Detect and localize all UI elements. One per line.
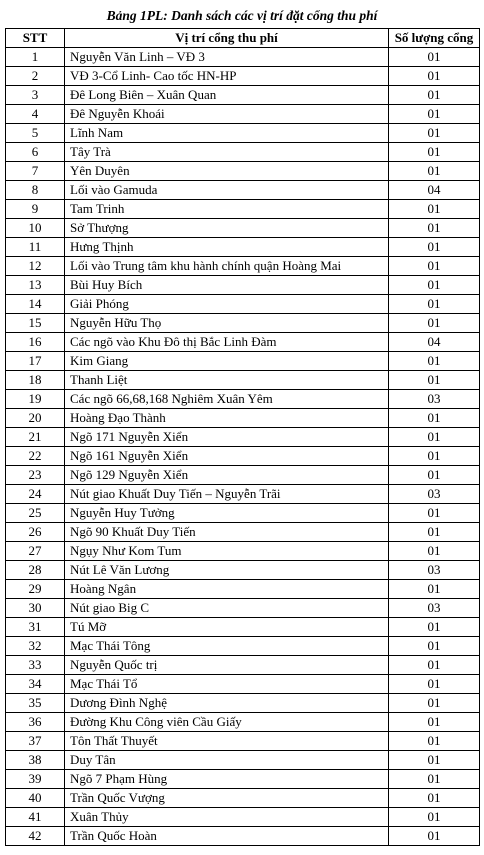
row-quantity: 01 xyxy=(389,48,480,67)
table-row xyxy=(6,447,480,466)
table-row xyxy=(6,599,480,618)
row-location: Các ngõ vào Khu Đô thị Bắc Linh Đàm xyxy=(65,333,389,352)
row-stt: 19 xyxy=(6,390,65,409)
row-stt: 4 xyxy=(6,105,65,124)
row-quantity: 01 xyxy=(389,675,480,694)
table-row xyxy=(6,751,480,770)
row-location: Đê Long Biên – Xuân Quan xyxy=(65,86,389,105)
row-quantity: 01 xyxy=(389,523,480,542)
table-row xyxy=(6,124,480,143)
table-row xyxy=(6,200,480,219)
row-quantity: 03 xyxy=(389,599,480,618)
row-quantity: 01 xyxy=(389,200,480,219)
row-stt: 6 xyxy=(6,143,65,162)
table-row xyxy=(6,694,480,713)
row-location: Lối vào Gamuda xyxy=(65,181,389,200)
row-stt: 26 xyxy=(6,523,65,542)
row-quantity: 04 xyxy=(389,181,480,200)
row-quantity: 01 xyxy=(389,618,480,637)
row-stt: 28 xyxy=(6,561,65,580)
row-stt: 23 xyxy=(6,466,65,485)
table-row xyxy=(6,371,480,390)
row-stt: 34 xyxy=(6,675,65,694)
row-stt: 14 xyxy=(6,295,65,314)
row-location: Nguyễn Huy Tưởng xyxy=(65,504,389,523)
row-quantity: 01 xyxy=(389,86,480,105)
row-stt: 35 xyxy=(6,694,65,713)
table-row xyxy=(6,428,480,447)
row-location: Thanh Liệt xyxy=(65,371,389,390)
row-quantity: 01 xyxy=(389,504,480,523)
row-quantity: 01 xyxy=(389,295,480,314)
row-location: Trần Quốc Hoàn xyxy=(65,827,389,846)
row-stt: 13 xyxy=(6,276,65,295)
row-location: Nút Lê Văn Lương xyxy=(65,561,389,580)
row-location: Dương Đình Nghệ xyxy=(65,694,389,713)
row-stt: 17 xyxy=(6,352,65,371)
table-row xyxy=(6,770,480,789)
row-quantity: 01 xyxy=(389,409,480,428)
row-stt: 30 xyxy=(6,599,65,618)
row-stt: 10 xyxy=(6,219,65,238)
table-row xyxy=(6,675,480,694)
table-row xyxy=(6,523,480,542)
row-quantity: 01 xyxy=(389,238,480,257)
row-stt: 2 xyxy=(6,67,65,86)
row-quantity: 01 xyxy=(389,827,480,846)
header-row xyxy=(6,29,480,48)
row-location: Ngụy Như Kom Tum xyxy=(65,542,389,561)
row-location: Hưng Thịnh xyxy=(65,238,389,257)
table-row xyxy=(6,86,480,105)
table-row xyxy=(6,314,480,333)
row-quantity: 01 xyxy=(389,143,480,162)
table-row xyxy=(6,542,480,561)
header-stt: STT xyxy=(6,29,65,48)
row-stt: 24 xyxy=(6,485,65,504)
row-quantity: 01 xyxy=(389,314,480,333)
row-quantity: 03 xyxy=(389,390,480,409)
row-stt: 33 xyxy=(6,656,65,675)
row-quantity: 01 xyxy=(389,276,480,295)
row-quantity: 01 xyxy=(389,257,480,276)
row-stt: 8 xyxy=(6,181,65,200)
table-row xyxy=(6,295,480,314)
row-location: Nguyễn Quốc trị xyxy=(65,656,389,675)
row-stt: 29 xyxy=(6,580,65,599)
row-quantity: 01 xyxy=(389,789,480,808)
row-quantity: 01 xyxy=(389,428,480,447)
table-row xyxy=(6,352,480,371)
row-location: Giải Phóng xyxy=(65,295,389,314)
row-quantity: 01 xyxy=(389,371,480,390)
table-row xyxy=(6,561,480,580)
table-row xyxy=(6,333,480,352)
row-location: Nguyễn Hữu Thọ xyxy=(65,314,389,333)
table-row xyxy=(6,637,480,656)
row-quantity: 01 xyxy=(389,732,480,751)
table-row xyxy=(6,67,480,86)
toll-gate-table xyxy=(5,28,480,846)
table-row xyxy=(6,713,480,732)
row-location: Tôn Thất Thuyết xyxy=(65,732,389,751)
row-location: Ngõ 90 Khuất Duy Tiến xyxy=(65,523,389,542)
row-stt: 21 xyxy=(6,428,65,447)
row-quantity: 01 xyxy=(389,694,480,713)
row-stt: 27 xyxy=(6,542,65,561)
row-quantity: 01 xyxy=(389,637,480,656)
row-stt: 41 xyxy=(6,808,65,827)
row-stt: 40 xyxy=(6,789,65,808)
row-stt: 20 xyxy=(6,409,65,428)
row-location: Nút giao Khuất Duy Tiến – Nguyễn Trãi xyxy=(65,485,389,504)
row-quantity: 01 xyxy=(389,219,480,238)
table-row xyxy=(6,732,480,751)
row-location: Mạc Thái Tông xyxy=(65,637,389,656)
row-location: Mạc Thái Tổ xyxy=(65,675,389,694)
row-location: Đê Nguyễn Khoái xyxy=(65,105,389,124)
row-quantity: 01 xyxy=(389,770,480,789)
table-row xyxy=(6,466,480,485)
table-row xyxy=(6,485,480,504)
row-location: Trần Quốc Vượng xyxy=(65,789,389,808)
table-row xyxy=(6,827,480,846)
row-location: Sở Thượng xyxy=(65,219,389,238)
table-row xyxy=(6,181,480,200)
table-row xyxy=(6,618,480,637)
row-stt: 39 xyxy=(6,770,65,789)
row-location: Bùi Huy Bích xyxy=(65,276,389,295)
table-row xyxy=(6,789,480,808)
row-stt: 42 xyxy=(6,827,65,846)
table-row xyxy=(6,409,480,428)
row-location: Tây Trà xyxy=(65,143,389,162)
row-quantity: 01 xyxy=(389,105,480,124)
table-row xyxy=(6,219,480,238)
row-quantity: 01 xyxy=(389,580,480,599)
row-location: Ngõ 161 Nguyễn Xiển xyxy=(65,447,389,466)
row-location: Tú Mỡ xyxy=(65,618,389,637)
row-quantity: 04 xyxy=(389,333,480,352)
row-quantity: 01 xyxy=(389,162,480,181)
row-stt: 11 xyxy=(6,238,65,257)
row-location: VĐ 3-Cổ Linh- Cao tốc HN-HP xyxy=(65,67,389,86)
row-quantity: 01 xyxy=(389,542,480,561)
row-stt: 31 xyxy=(6,618,65,637)
row-quantity: 01 xyxy=(389,808,480,827)
row-quantity: 01 xyxy=(389,713,480,732)
row-stt: 16 xyxy=(6,333,65,352)
row-stt: 12 xyxy=(6,257,65,276)
row-location: Ngõ 171 Nguyễn Xiển xyxy=(65,428,389,447)
table-row xyxy=(6,504,480,523)
row-stt: 5 xyxy=(6,124,65,143)
table-row xyxy=(6,143,480,162)
row-quantity: 01 xyxy=(389,466,480,485)
header-quantity: Số lượng cổng xyxy=(389,29,480,48)
row-stt: 22 xyxy=(6,447,65,466)
row-quantity: 01 xyxy=(389,447,480,466)
row-location: Lĩnh Nam xyxy=(65,124,389,143)
table-row xyxy=(6,162,480,181)
table-body xyxy=(6,48,480,846)
row-location: Tam Trinh xyxy=(65,200,389,219)
table-row xyxy=(6,656,480,675)
row-quantity: 01 xyxy=(389,124,480,143)
row-location: Xuân Thủy xyxy=(65,808,389,827)
row-quantity: 01 xyxy=(389,67,480,86)
row-quantity: 01 xyxy=(389,352,480,371)
header-location: Vị trí cổng thu phí xyxy=(65,29,389,48)
row-stt: 15 xyxy=(6,314,65,333)
row-location: Yên Duyên xyxy=(65,162,389,181)
row-quantity: 01 xyxy=(389,751,480,770)
table-row xyxy=(6,48,480,67)
row-stt: 18 xyxy=(6,371,65,390)
row-location: Nguyễn Văn Linh – VĐ 3 xyxy=(65,48,389,67)
row-location: Đường Khu Công viên Cầu Giấy xyxy=(65,713,389,732)
row-stt: 38 xyxy=(6,751,65,770)
row-location: Hoàng Đạo Thành xyxy=(65,409,389,428)
table-row xyxy=(6,580,480,599)
row-location: Ngõ 129 Nguyễn Xiển xyxy=(65,466,389,485)
row-quantity: 03 xyxy=(389,485,480,504)
row-location: Ngõ 7 Phạm Hùng xyxy=(65,770,389,789)
table-row xyxy=(6,808,480,827)
table-row xyxy=(6,276,480,295)
table-row xyxy=(6,238,480,257)
row-stt: 9 xyxy=(6,200,65,219)
row-location: Duy Tân xyxy=(65,751,389,770)
row-location: Lối vào Trung tâm khu hành chính quận Hoàng Mai xyxy=(65,257,389,276)
row-stt: 36 xyxy=(6,713,65,732)
row-location: Hoàng Ngân xyxy=(65,580,389,599)
row-location: Nút giao Big C xyxy=(65,599,389,618)
row-location: Kim Giang xyxy=(65,352,389,371)
row-stt: 1 xyxy=(6,48,65,67)
row-stt: 37 xyxy=(6,732,65,751)
table-row xyxy=(6,390,480,409)
row-location: Các ngõ 66,68,168 Nghiêm Xuân Yêm xyxy=(65,390,389,409)
row-stt: 25 xyxy=(6,504,65,523)
table-row xyxy=(6,105,480,124)
row-quantity: 01 xyxy=(389,656,480,675)
table-title: Bảng 1PL: Danh sách các vị trí đặt cổng thu phí xyxy=(106,8,378,23)
row-stt: 3 xyxy=(6,86,65,105)
row-stt: 7 xyxy=(6,162,65,181)
row-quantity: 03 xyxy=(389,561,480,580)
row-stt: 32 xyxy=(6,637,65,656)
table-row xyxy=(6,257,480,276)
